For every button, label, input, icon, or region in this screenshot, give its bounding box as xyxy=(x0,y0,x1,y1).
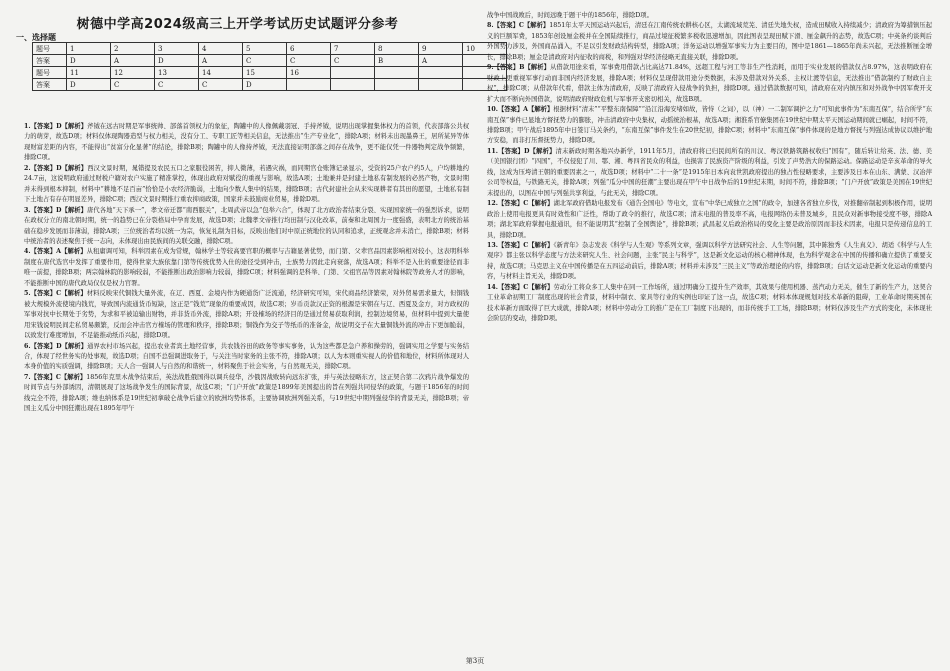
table-cell xyxy=(375,79,419,91)
table-cell: 3 xyxy=(155,43,199,55)
explanation-text: 1851年太平天国运动兴起后，清廷在江南传统农耕核心区，太湖流域荒芜、清廷失地失权，造成田赋收入持续减少；清政府为筹措镇压起义的巨额军费，1853年创设厘金税并在全国陆续推行，商品过境征税繁多税收迅速增加，因此图表呈现田赋下滑、厘金飙升的态势，故选C项；中英条约谈判后外国势力涉及，外国商品涌入，不足以引发财政结构转型，排除A项；洋务运动以增强军事实力为主要目的，图中是1861—1865年尚未兴起，无法推断厘金增长，排除B项；厘金是清政府对内征收的商税，和列强对华经济侵略无直接关联，排除D项。 xyxy=(487,22,932,61)
explanation-text: 《新青年》杂志发表《科学与人生观》等系列文章，强调以科学方法研究社会、人生等问题，其中陈独秀《人生真义》、胡适《科学与人生观序》都主张以科学态度与方法来研究人生、社会问题，主张“民主与科学”，这是新文化运动的核心精神体现，也为科学观念在中国的传播和确立提供了重要支持，故选C项；马克思主义在中国传播是在五四运动前后，排除A项；材料并未涉及“三民主义”等政治理论的内容，排除B项；白话文运动是新文化运动的重要内容，与材料主旨无关，排除D项。 xyxy=(487,241,933,281)
page-title: 树德中学高2024级高三上开学考试历史试题评分参考 xyxy=(76,17,399,32)
explanation-text: 唐代各地“天下承一”，孝文帝迁都“南西服关”，北周武帝以急“包举六合”，体现了北方政治者结束分裂、实现国家统一的强烈诉求，说明在政权分立的南北朝时期，统一的趋势已在分裂格局中孕育发展，故选D项；北魏孝文帝推行均田制与汉化改革，前秦和北周国力一度强盛，表明北方的统治基础在稳步发展而非薄弱，排除A项；三位统治者均以统一为宗，恢复礼制为目标，反映出他们对中原正统地位的认同和追求，正统观念并未消亡，排除B项；材料中统治者的表述聚焦于统一志向，未体现出由民族间的关联交融，排除C项。 xyxy=(24,206,469,245)
explanation-text: 从租庸调可知，科举因素在成为常规，翰林学士等较高要官职的概率与吉籍显著优势，而门第、父辈官品因素影响相对较小，这表明科举制度在唐代选官中发挥了重要作用，使得世家大族依靠门第等传统优势入仕的途径受到冲击，士族势力因此走向衰落，故选A项；科举不是入仕的重要途径而非唯一前提，排除B项；两宗翰林院的影响较弱，不能推断出政治影响力较弱，排除C项；材料强调的是科举、门第、父祖官品等因素对翰林院等政务人才的影响，不能推断中国的唐代政局仅仅是权力官署。 xyxy=(24,248,469,287)
table-cell xyxy=(419,67,463,79)
answer-table xyxy=(32,42,507,91)
answer-tag: 8.【答案】C【解析】 xyxy=(487,22,550,30)
table-cell: 7 xyxy=(331,43,375,55)
table-row xyxy=(33,67,507,79)
explanation-text: 斧钺在远古时期是军事统帅、部落首领权力的象征，陶罐中的人像佩戴羽冠、手持斧钺，说明出现掌握集体权力的首领，代表部落公共权力的萌芽，故选D项；材料仅体现陶器造型与权力相关，没有分工、专职工匠等相关信息，无法推出“生产专业化”，排除A项；材料未出现墨鼻王，居所某异等体现财富差距的内容，不能得出“贫富分化显著”的结论，排除B项；陶罐中的人像持斧钺，无法直接证明部落之间存在战争，更不能仅凭一件器物判定战争频繁，排除C项。 xyxy=(24,123,469,162)
answer-tag: 7.【答案】C【解析】 xyxy=(24,373,87,381)
table-cell xyxy=(331,67,375,79)
answer-tag: 9.【答案】B【解析】 xyxy=(487,64,551,72)
answer-item xyxy=(487,199,932,241)
section-heading: 一、选择题 xyxy=(16,33,56,42)
explanation-text: 根据材料“清末”“平整东南保障”“沿江沿海安堵如故，皆恃（之词），以（神）一二制军调护之力”可知此事件为“东南互保”，结合所学“东南互保”事件已显地方督抚势力的膨胀，冲击清政府中央集权，动摇统治根基，故选A项；湘淮系官僚集团在19世纪中期太平天国运动期间就已崛起，时间不符，排除B项；甲午战后1895年中日签订马关条约，“东南互保”事件发生在20世纪初，排除C项；材料中“东南互保”事件体现的是地方督抚与列强达成协议以维护地方安稳，而非打压督抚势力，排除D项。 xyxy=(487,106,932,145)
answer-item xyxy=(24,289,469,341)
explanation-text: 材料反映宋代铜钱大量外流，在辽、西夏、金境内作为硬通货广泛流通，经济研究可知，宋代商品经济繁荣，对外贸易需求量大，但铜钱被大规模外流使境内钱荒，导致国内流通货币短缺，这正是“钱荒”现象的重要成因，故选C项；岁币贡款汉正资的根源是宋朝在与辽、西夏及金方，对方政权的军事对抗中长期处于劣势，为求和平被迫输出财物，并非货币外流，排除A项；开设榷场的经济目的是通过贸易获取利润，控制边境贸易，但材料中提到大量使用宋钱说明民间走私贸易颇繁，反而会冲击官方榷场的管理和秩序，排除B项；铜钱作为交子等纸币的准备金，故说明交子在大量铜钱外流的冲击下更加脆弱，以致发行难度增加，不足能推动纸币兴起，排除D项。 xyxy=(24,290,469,340)
answer-tag: 4.【答案】A【解析】 xyxy=(24,248,87,256)
answer-item xyxy=(487,283,932,325)
table-cell: D xyxy=(67,55,111,67)
table-cell: C xyxy=(155,79,199,91)
table-cell xyxy=(419,79,463,91)
table-cell: 10 xyxy=(463,43,507,55)
answer-item xyxy=(24,206,469,248)
explanation-text: 湖北军政府借助电报发布《通告全国电》等电文，宣布“中华已成独立之国”的政令，加速各省独立步伐，对推翻帝制起到积极作用，说明政治上使用电报更具有时效性和广泛性，帮助了政令的推行，故选C项；清末电报的普及率不高，电报网络仍未普及城乡，且民众对新事物接受度不够，排除A项；湖北军政府掌握电报通讯，但不能说明其“控制了全国舆论”，排除B项；武昌起义后政治格局的变化主要是政治原因而非技术因素，电报只是传递信息的工具，排除D项。 xyxy=(487,200,932,239)
answer-item xyxy=(24,122,469,164)
answer-tag: 5.【答案】C【解析】 xyxy=(24,290,87,298)
table-cell: 题号 xyxy=(33,43,67,55)
table-cell: 11 xyxy=(67,67,111,79)
answer-tag: 10.【答案】A【解析】 xyxy=(487,106,554,114)
table-cell: 5 xyxy=(243,43,287,55)
answer-item xyxy=(24,164,469,206)
answer-tag: 13.【答案】C【解析】 xyxy=(487,241,554,249)
table-cell: A xyxy=(199,55,243,67)
table-cell: 12 xyxy=(111,67,155,79)
table-row xyxy=(33,55,507,67)
answer-item xyxy=(24,247,469,289)
table-cell: D xyxy=(155,55,199,67)
table-cell: 1 xyxy=(67,43,111,55)
table-cell: 答案 xyxy=(33,55,67,67)
answer-tag: 1.【答案】D【解析】 xyxy=(24,123,88,130)
explanation-text: 西汉文景时期，晁错提及农民五口之家服役困苦，抑人微薄，若遇灾祸，而同期官仓账簿记录显示，受资的25户农户约5人，户均耕地约24.7亩，这说明政府通过财税户籍对农户实施了精准掌控，体现出政府对赋役的重视与影响，故选A项；土地兼并是封建土地私有制发展的必然产物，文景时期并未得到根本抑制，材料中“耕地不足百亩”恰恰是小农经济脆弱，土地向少数人集中的结果，排除B项；古代封建社会从来实现耕者有其田的愿望，土地私有制下土地占有存在明显差异，排除C项；西汉文景时期推行重农抑商政策，国家并未鼓励商业贸易，排除D项。 xyxy=(24,164,469,204)
answer-tag: 11.【答案】D【解析】 xyxy=(487,147,556,155)
table-cell: 8 xyxy=(375,43,419,55)
table-cell: B xyxy=(375,55,419,67)
left-column xyxy=(24,122,469,415)
explanation-text: 战争中国战败后，时间远晚于题干中的1856年，排除D项。 xyxy=(487,12,653,19)
table-row xyxy=(33,79,507,91)
table-cell: 6 xyxy=(287,43,331,55)
explanation-text: 清末新政时期各地兴办新学，1911年5月，清政府将已归民间所有的川汉、粤汉铁路筑路权收归“国有”，随后转让给英、法、德、美（美国银行团）“四国”，不仅侵犯了川、鄂、湘、粤四省民众的利益，也损害了民族资产阶级的利益，引发了声势浩大的保路运动。保路运动是辛亥革命的导火线，这成为压垮清王朝的重要因素之一，故选D项；材料中“二十一条”是1915年日本向袁世凯政府提出的独占性侵略要求，主要涉及日本在山东、满蒙、汉冶萍公司等权益，与铁路无关，排除A项；列强“瓜分中国的狂潮”主要出现在甲午中日战争后的19世纪末期，时间不符，排除B项；“门户开放”政策是美国在19世纪末提出的，以图在中国与列强共享利益，与此无关，排除C项。 xyxy=(487,147,932,197)
answer-item xyxy=(487,11,932,21)
answer-tag: 14.【答案】C【解析】 xyxy=(487,283,554,291)
table-cell xyxy=(331,79,375,91)
explanation-text: 1856年克里木战争结束后，英法战胜俄国得以调兵侵华，沙俄因战败转向远东扩张，并与英法侵略东方，这正契合第二次鸦片战争爆发的时间节点与外部诱因，清朝展现了这场战争发生的国际背景，故选C项；“门户开放”政策是1899年美国提出的旨在列强共同侵华的政策，与题干1856年的时间线完全不符，排除A项；维也纳体系是19世纪初拿破仑战争后建立的欧洲均势体系，主要协调欧洲列强关系，与19世纪中期列强侵华的背景无关，排除B项；帝国主义瓜分中国狂潮出现在1895年甲午 xyxy=(24,373,469,413)
table-cell: 2 xyxy=(111,43,155,55)
answer-item xyxy=(487,147,932,199)
table-cell xyxy=(287,79,331,91)
table-cell: 答案 xyxy=(33,79,67,91)
right-column xyxy=(487,11,932,325)
table-cell: 4 xyxy=(199,43,243,55)
answer-item xyxy=(487,63,932,105)
table-row xyxy=(33,43,507,55)
table-cell: 9 xyxy=(419,43,463,55)
answer-item xyxy=(487,105,932,147)
table-cell: C xyxy=(287,55,331,67)
answer-item xyxy=(487,241,932,283)
table-cell: C xyxy=(199,79,243,91)
table-cell: A xyxy=(111,55,155,67)
page-number: 第3页 xyxy=(465,657,485,665)
table-cell: D xyxy=(243,79,287,91)
table-cell: A xyxy=(419,55,463,67)
table-cell: 题号 xyxy=(33,67,67,79)
answer-item xyxy=(24,373,469,415)
answer-tag: 2.【答案】D【解析】 xyxy=(24,164,88,172)
answer-item xyxy=(487,21,932,63)
table-cell: 13 xyxy=(155,67,199,79)
explanation-text: 通界农村市场兴起，提出农业者宾土地经营事，共农钱谷田的政务等事实事务，认为这些都是急户养和操劳的，强调实用之学要与实务结合，体现了经世务实的处事观，故选D项；自国不总强调进取务于，与关注当时家务的主张不符，排除A项；以人为本则重实视人的价值和地位，材料所体现对人本身价值的实质强调，排除B项；天人合一强调人与自然的和谐统一，材料聚焦于社会实务，与自然观无关，排除C项。 xyxy=(24,342,469,371)
answer-tag: 6.【答案】D【解析】 xyxy=(24,342,88,350)
answer-item xyxy=(24,342,469,373)
table-cell: D xyxy=(67,79,111,91)
table-cell xyxy=(375,67,419,79)
table-cell: 15 xyxy=(243,67,287,79)
explanation-text: 劳动分工将众多工人集中在同一工作场所，通过明确分工提升生产效率，其效果与使用机器、蒸汽动力无关，催生了新的生产力，这契合工业革命初期工厂制度出现的社会背景，材料中制衣、家具等行业的实例也印证了这一点，故选C项；材料本体现规划对技术革新的阻碍，工业革命时期英国在技术革新方面取得了巨大成就，排除A项；材料中劳动分工的推广是在工厂制度下出现的，而非传统手工工场，排除B项；材料仅涉及生产方式的变化，未体现社会阶层的变动，排除D项。 xyxy=(487,283,933,323)
table-cell: C xyxy=(111,79,155,91)
table-cell: 14 xyxy=(199,67,243,79)
table-cell: C xyxy=(331,55,375,67)
explanation-text: 从借款用途来看，军事费用借款占比高达71.84%，远超工程与河工等非生产性消耗，而用于实业发展的借款仅占8.97%，这表明政府在财政上更重视军事行动而非国内经济发展，排除A项；材料仅呈现借款用途分类数据，未涉及借款对外关系、主权让渡等信息，无法推出“借款制约了财政自主权”，排除C项；从借款年代看，借款主体为清政府，反映了清政府入侵战争的负担，排除D项。通过借款数据可知，清政府在对内镇压和对外战争中因军费开支扩大而不断向外国借款，说明清政府财政危机与军事开支密切相关，故选B项。 xyxy=(487,64,933,103)
answer-tag: 3.【答案】D【解析】 xyxy=(24,206,88,214)
table-cell: C xyxy=(243,55,287,67)
table-cell: 16 xyxy=(287,67,331,79)
answer-tag: 12.【答案】C【解析】 xyxy=(487,200,554,208)
